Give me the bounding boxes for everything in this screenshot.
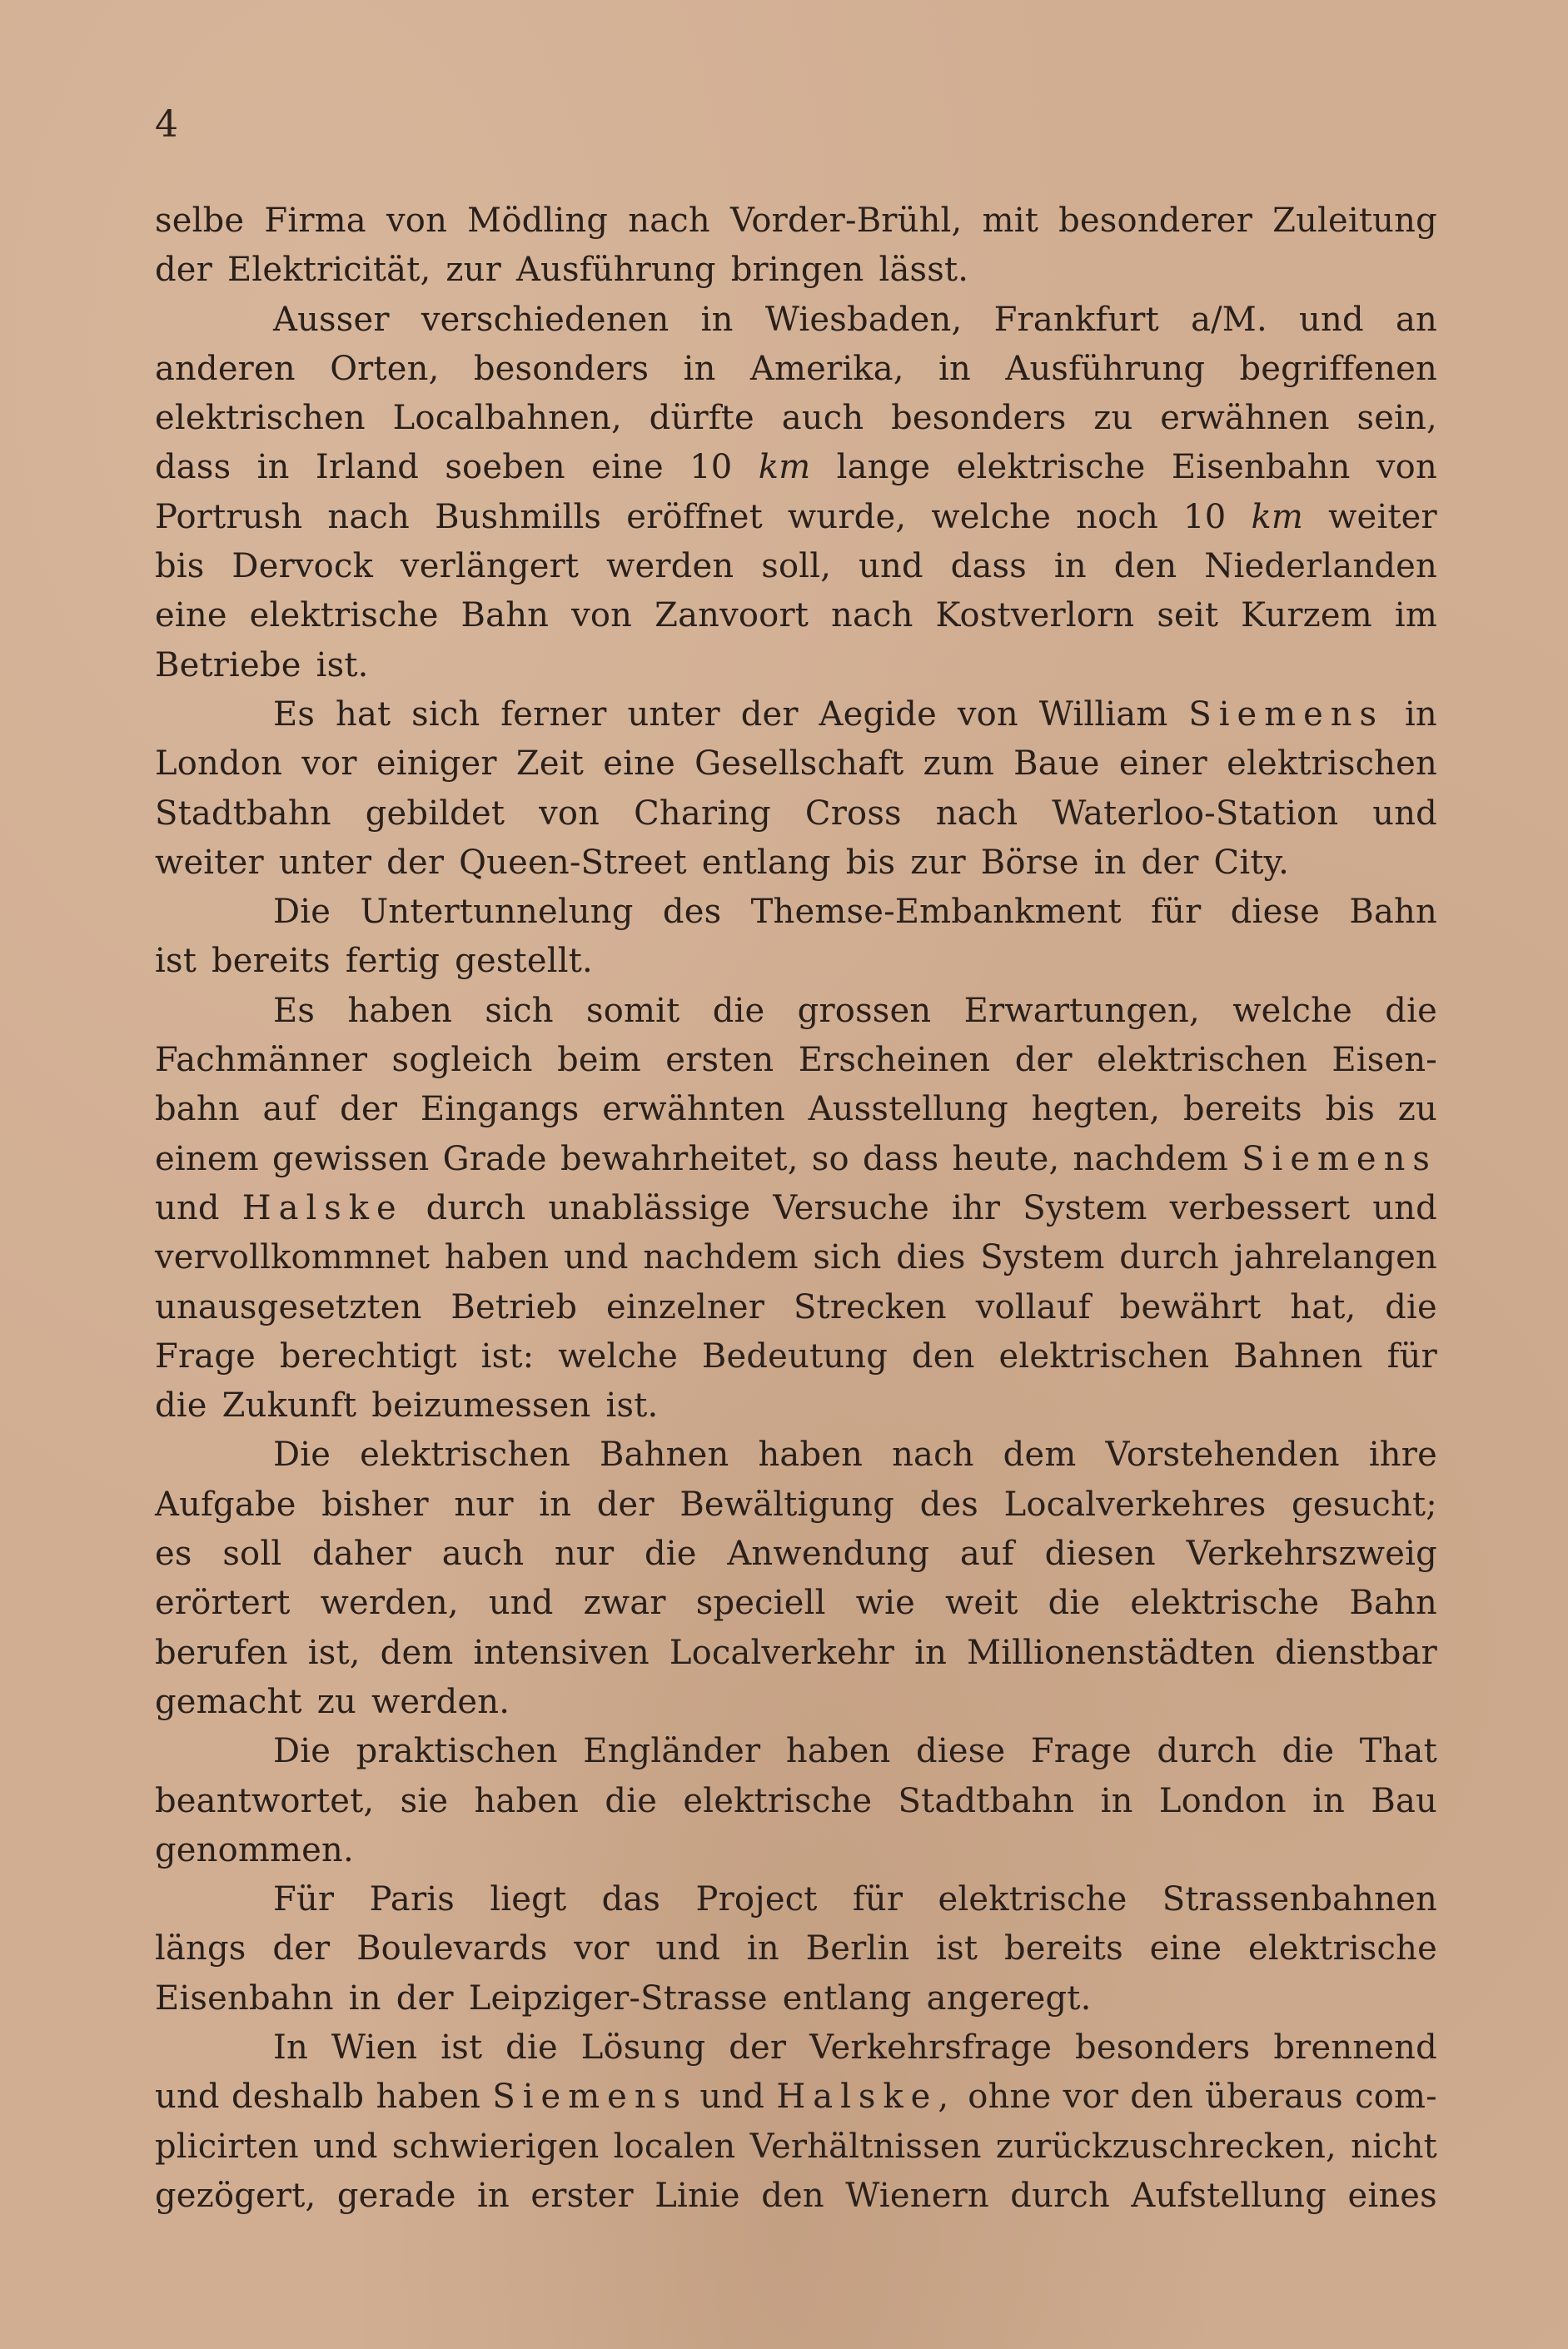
text-line: die Zukunft beizumessen ist. <box>155 1386 659 1426</box>
text-line: Die Untertunnelung des Themse-Embankment für diese Bahn <box>273 893 1437 932</box>
text-line: längs der Boulevards vor und in Berlin ist bereits eine elektrische <box>155 1929 1437 1968</box>
text-line: es soll daher auch nur die Anwendung auf diesen Verkehrszweig <box>155 1535 1437 1574</box>
text-line: bis Dervock verlängert werden soll, und dass in den Niederlanden <box>155 547 1437 586</box>
text-line: erörtert werden, und zwar speciell wie weit die elektrische Bahn <box>155 1584 1437 1623</box>
text-line: der Elektricität, zur Ausführung bringen lässt. <box>155 251 969 290</box>
text-line: elektrischen Localbahnen, dürfte auch besonders zu erwähnen sein, <box>155 399 1437 438</box>
text-line: ist bereits fertig gestellt. <box>155 942 593 981</box>
text-line: Stadtbahn gebildet von Charing Cross nach Waterloo-Station und <box>155 794 1437 833</box>
text-line: plicirten und schwierigen localen Verhältnissen zurückzuschrecken, nicht <box>155 2127 1437 2166</box>
text-line: dass in Irland soeben eine 10 km lange elektrische Eisenbahn von <box>155 448 1437 487</box>
text-line: Es haben sich somit die grossen Erwartungen, welche die <box>273 991 1437 1030</box>
text-line: Ausser verschiedenen in Wiesbaden, Frankfurt a/M. und an <box>273 300 1437 339</box>
text-line: Die praktischen Engländer haben diese Frage durch die That <box>273 1732 1437 1771</box>
text-line: einem gewissen Grade bewahrheitet, so dass heute, nachdem Siemens <box>155 1139 1437 1178</box>
text-line: Fachmänner sogleich beim ersten Erscheinen der elektrischen Eisen- <box>155 1041 1437 1080</box>
text-line: Es hat sich ferner unter der Aegide von William Siemens in <box>273 694 1437 734</box>
body-text <box>155 197 1437 2221</box>
text-line: genommen. <box>155 1830 354 1869</box>
text-line: selbe Firma von Mödling nach Vorder-Brühl, mit besonderer Zuleitung <box>155 202 1437 240</box>
text-line: London vor einiger Zeit eine Gesellschaft zum Baue einer elektrischen <box>155 744 1437 784</box>
text-line: weiter unter der Queen-Street entlang bis zur Börse in der City. <box>155 843 1290 882</box>
text-line: Aufgabe bisher nur in der Bewältigung des Localverkehres gesucht; <box>155 1485 1437 1524</box>
text-line: Eisenbahn in der Leipziger-Strasse entlang angeregt. <box>155 1978 1092 2018</box>
text-line: Die elektrischen Bahnen haben nach dem Vorstehenden ihre <box>273 1436 1437 1475</box>
text-line: gemacht zu werden. <box>155 1682 510 1721</box>
text-line: Betriebe ist. <box>155 645 369 684</box>
text-line: eine elektrische Bahn von Zanvoort nach Kostverlorn seit Kurzem im <box>155 596 1437 635</box>
page-number: 4 <box>155 103 178 146</box>
text-line: beantwortet, sie haben die elektrische Stadtbahn in London in Bau <box>155 1781 1437 1820</box>
text-line: gezögert, gerade in erster Linie den Wienern durch Aufstellung eines <box>155 2176 1437 2215</box>
text-line: vervollkommnet haben und nachdem sich dies System durch jahrelangen <box>155 1238 1437 1277</box>
text-line: In Wien ist die Lösung der Verkehrsfrage besonders brennend <box>273 2028 1437 2067</box>
text-line: anderen Orten, besonders in Amerika, in Ausführung begriffenen <box>155 349 1437 388</box>
text-line: bahn auf der Eingangs erwähnten Ausstellung hegten, bereits bis zu <box>155 1090 1437 1129</box>
text-line: und deshalb haben Siemens und Halske, ohne vor den überaus com- <box>155 2078 1437 2117</box>
text-line: berufen ist, dem intensiven Localverkehr in Millionenstädten dienstbar <box>155 1633 1437 1672</box>
text-line: unausgesetzten Betrieb einzelner Strecken vollauf bewährt hat, die <box>155 1287 1437 1326</box>
text-line: Für Paris liegt das Project für elektrische Strassenbahnen <box>273 1880 1437 1919</box>
text-line: Frage berechtigt ist: welche Bedeutung den elektrischen Bahnen für <box>155 1336 1437 1376</box>
text-line: Portrush nach Bushmills eröffnet wurde, welche noch 10 km weiter <box>155 497 1437 536</box>
text-line: und Halske durch unablässige Versuche ihr System verbessert und <box>155 1188 1437 1227</box>
